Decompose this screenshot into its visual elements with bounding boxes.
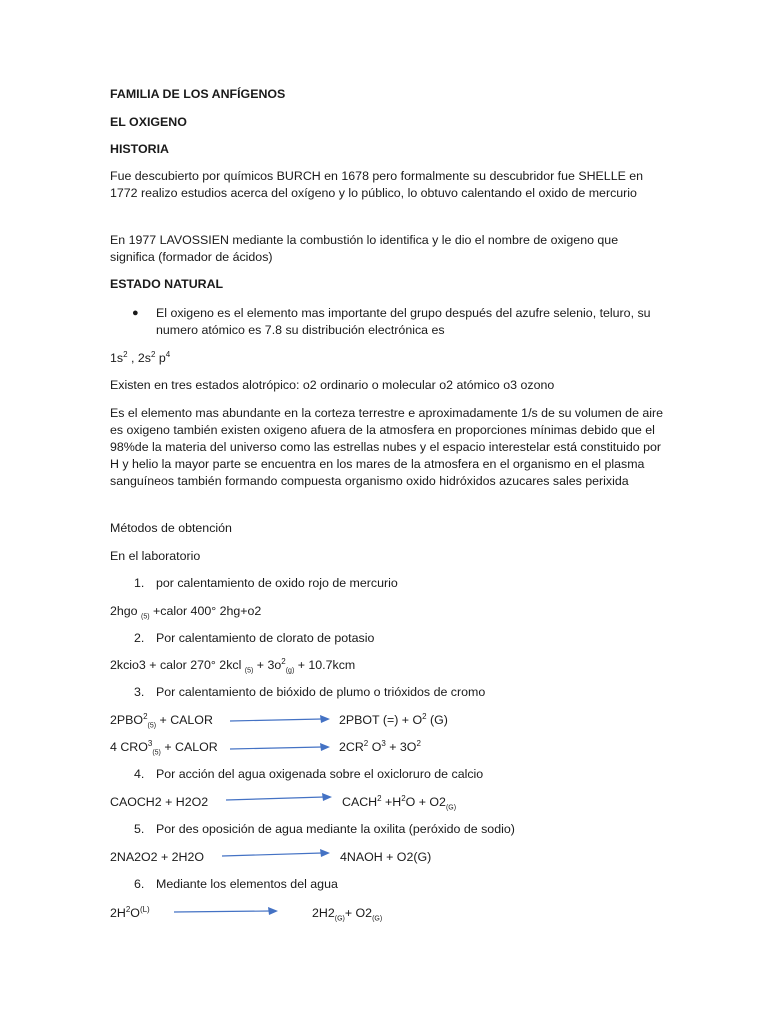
- method-item-2: 2. Por calentamiento de clorato de potasio: [134, 631, 375, 645]
- section-heading-historia: HISTORIA: [110, 142, 169, 156]
- method-item-4: 4. Por acción del agua oxigenada sobre el oxicloruro de calcio: [134, 767, 484, 781]
- section-heading-metodos: Métodos de obtención: [110, 521, 232, 535]
- method-item-6: 6. Mediante los elementos del agua: [134, 877, 338, 891]
- document-title: FAMILIA DE LOS ANFÍGENOS: [110, 87, 286, 101]
- equation-2: 2kcio3 + calor 270° 2kcl $_{(5)} + 3o^2_{(g)} + 10.7kcm$: [110, 656, 356, 675]
- electron-configuration: $1s^2$ , $2s^2$ $p^4$: [110, 349, 171, 365]
- section-heading-oxigeno: EL OXIGENO: [110, 115, 187, 129]
- reaction-arrow-icon: [226, 792, 332, 804]
- bullet-text: El oxigeno es el elemento mas importante del grupo después del azufre selenio, teluro, su numero atómico es 7.8 su distribución electrónica es: [156, 306, 651, 337]
- equation-5: 2NA2O2 + 2H2O 4NAOH + O2(G): [110, 850, 432, 864]
- paragraph-abundancia: Es el elemento mas abundante en la corteza terrestre e aproximadamente 1/s de su volumen de aire es oxigeno también existen oxigeno afuera de la atmosfera en proporciones mínimas debido que el 98%de la materia del universo como las estrellas nubes y el espacio interestelar está constituido por H y helio la mayor parte se encuentra en los mares de la atmosfera en el organismo en el plasma sanguíneos también formando compuesta organismo oxido hidróxidos azucares sales perixida: [110, 406, 664, 488]
- reaction-arrow-icon: [222, 848, 330, 860]
- section-heading-estado-natural: ESTADO NATURAL: [110, 277, 224, 291]
- section-heading-laboratorio: En el laboratorio: [110, 549, 201, 563]
- reaction-arrow-icon: [230, 742, 330, 754]
- bullet-item: [110, 305, 666, 341]
- method-item-1: 1. por calentamiento de oxido rojo de mercurio: [134, 576, 398, 590]
- paragraph-historia-2: En 1977 LAVOSSIEN mediante la combustión lo identifica y le dio el nombre de oxigeno que significa (formador de ácidos): [110, 233, 619, 264]
- method-item-5: 5. Por des oposición de agua mediante la oxilita (peróxido de sodio): [134, 822, 515, 836]
- reaction-arrow-icon: [174, 906, 278, 918]
- paragraph-historia-1: Fue descubierto por químicos BURCH en 1678 pero formalmente su descubridor fue SHELLE en 1772 realizo estudios acerca del oxígeno y lo público, lo obtuvo calentando el oxido de mercurio: [110, 169, 644, 200]
- method-item-3: 3. Por calentamiento de bióxido de plumo o trióxidos de cromo: [134, 685, 486, 699]
- equation-6: $2H^2O^{(L)}$ $2H2_{(G)}+ O2_{(G)}$: [110, 904, 383, 923]
- paragraph-alotropicos: Existen en tres estados alotrópico: o2 ordinario o molecular o2 atómico o3 ozono: [110, 378, 555, 392]
- equation-1: 2hgo $_{(5)}$ +calor 400° 2hg+o2: [110, 604, 262, 621]
- reaction-arrow-icon: [230, 714, 330, 726]
- equation-4: CAOCH2 + H2O2 $CACH^2 +H^2O + O2_{(G)}$: [110, 793, 457, 812]
- equation-3b: 4 $CRO^3_{(5)}$ + CALOR $2CR^2$ $O^3 + 3O^2$: [110, 738, 421, 757]
- equation-3a: $2PBO^2_{(5)}$ + CALOR 2PBOT (=) + $O^2$ (G): [110, 711, 448, 730]
- bullet-dot-icon: ●: [132, 307, 139, 319]
